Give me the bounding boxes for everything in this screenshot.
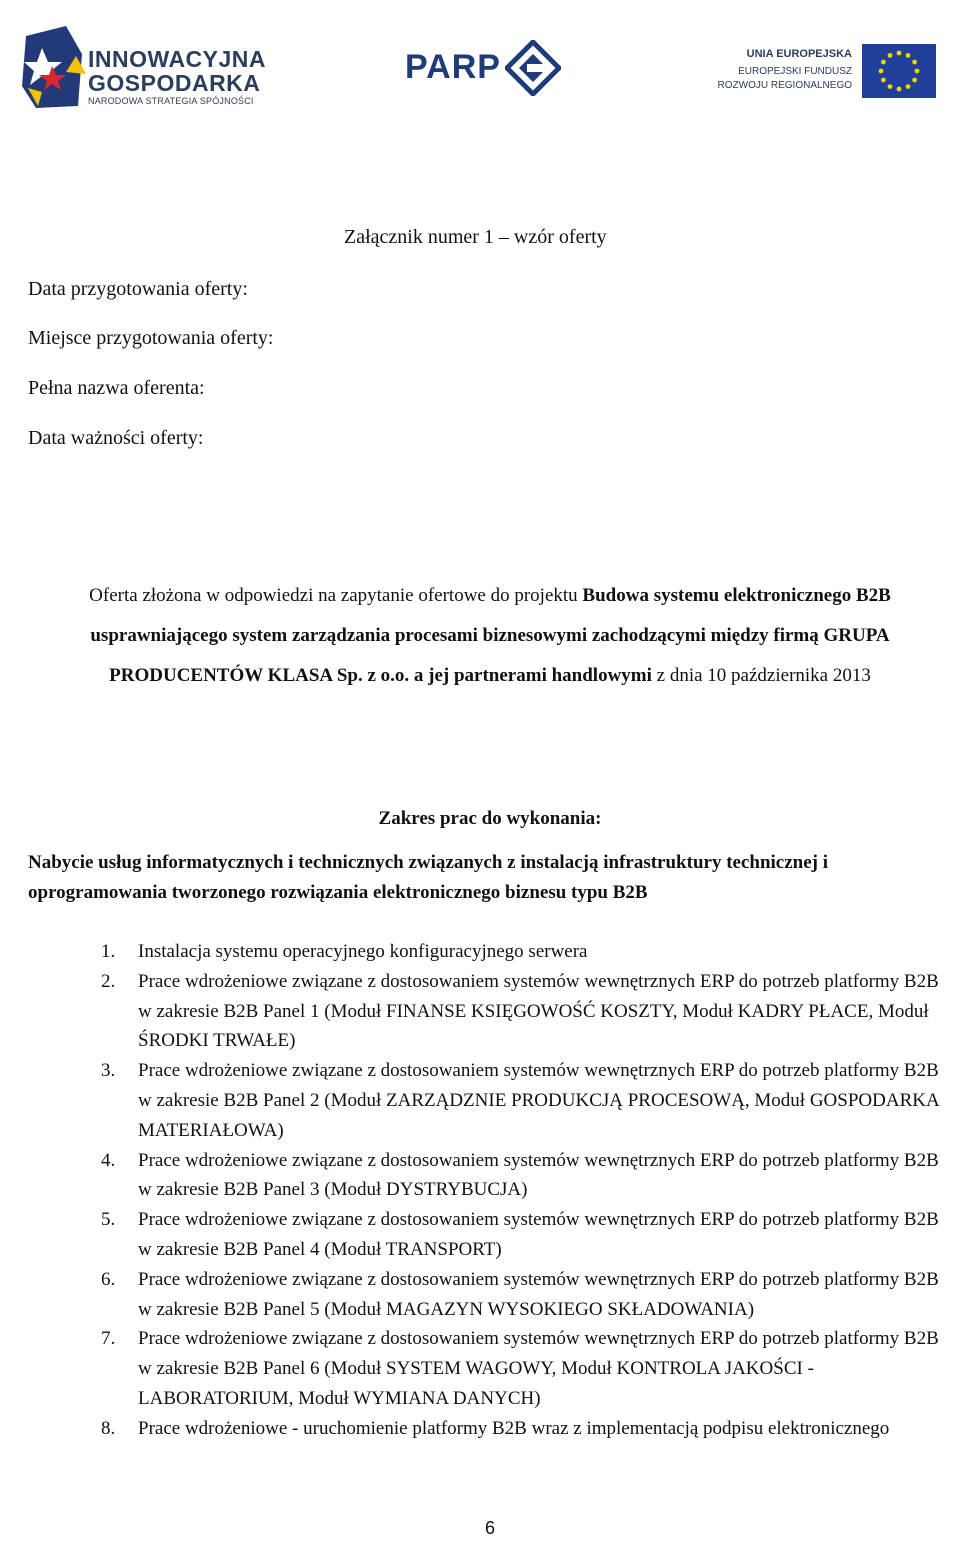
offer-intro-paragraph xyxy=(20,576,960,696)
logo-line-3: NARODOWA STRATEGIA SPÓJNOŚCI xyxy=(88,96,254,106)
eu-flag-icon xyxy=(862,44,936,98)
list-item-number: 2. xyxy=(101,970,116,992)
scope-title: Zakres prac do wykonania: xyxy=(378,808,602,829)
list-item-text: Prace wdrożeniowe związane z dostosowaniem systemów wewnętrznych ERP do potrzeb platformy B2B w zakresie B2B Panel 5 (Moduł MAGAZYN WYSOKIEGO SKŁADOWANIA) xyxy=(138,1268,939,1320)
page-number: 6 xyxy=(484,1518,495,1538)
list-item xyxy=(0,1414,960,1444)
list-item-text: Prace wdrożeniowe związane z dostosowaniem systemów wewnętrznych ERP do potrzeb platformy B2B w zakresie B2B Panel 2 (Moduł ZARZĄDZNIE PRODUKCJĄ PROCESOWĄ, Moduł GOSPODARKA MATERIAŁOWA) xyxy=(138,1060,939,1141)
field-preparation-date: Data przygotowania oferty: xyxy=(28,278,248,300)
list-item xyxy=(0,1056,960,1145)
field-validity-date: Data ważności oferty: xyxy=(28,427,204,449)
intro-text-end: z dnia 10 października 2013 xyxy=(651,665,871,686)
list-item-number: 5. xyxy=(101,1209,116,1231)
list-item xyxy=(0,1205,960,1265)
list-item xyxy=(0,1324,960,1413)
innowacyjna-gospodarka-logo xyxy=(22,26,272,112)
field-bidder-name: Pełna nazwa oferenta: xyxy=(28,377,205,399)
list-item-number: 1. xyxy=(101,941,116,962)
list-item-text: Prace wdrożeniowe związane z dostosowaniem systemów wewnętrznych ERP do potrzeb platformy B2B w zakresie B2B Panel 6 (Moduł SYSTEM WAGOWY, Moduł KONTROLA JAKOŚCI - LABORATORIUM, Moduł WYMIANA DANYCH) xyxy=(138,1328,939,1409)
intro-text-start: Oferta złożona w odpowiedzi na zapytanie ofertowe do projektu xyxy=(89,585,583,606)
parp-logo xyxy=(405,40,565,100)
list-item xyxy=(0,967,960,1056)
list-item-text: Prace wdrożeniowe związane z dostosowaniem systemów wewnętrznych ERP do potrzeb platformy B2B w zakresie B2B Panel 3 (Moduł DYSTRYBUCJA) xyxy=(138,1149,939,1201)
annex-title: Załącznik numer 1 – wzór oferty xyxy=(344,226,607,248)
parp-text: PARP xyxy=(405,48,501,86)
scope-description: Nabycie usług informatycznych i technicznych związanych z instalacją infrastruktury technicznej i oprogramowania tworzonego rozwiązania elektronicznego biznesu typu B2B xyxy=(28,852,829,903)
eu-logo-line-3: ROZWOJU REGIONALNEGO xyxy=(717,80,852,91)
list-item-text: Instalacja systemu operacyjnego konfiguracyjnego serwera xyxy=(138,941,588,962)
eu-logo-line-1: UNIA EUROPEJSKA xyxy=(746,48,852,60)
logo-line-2: GOSPODARKA xyxy=(88,70,261,96)
list-item-text: Prace wdrożeniowe związane z dostosowaniem systemów wewnętrznych ERP do potrzeb platformy B2B w zakresie B2B Panel 4 (Moduł TRANSPORT) xyxy=(138,1209,939,1260)
project-name: Budowa systemu elektronicznego B2B usprawniającego system zarządzania procesami biznesowymi zachodzącymi między firmą GRUPA PRODUCENTÓW KLASA Sp. z o.o. a jej partnerami handlowymi xyxy=(90,585,891,686)
list-item xyxy=(0,1146,960,1206)
list-item-number: 7. xyxy=(101,1328,116,1350)
logo-line-1: INNOWACYJNA xyxy=(88,46,267,72)
field-preparation-place: Miejsce przygotowania oferty: xyxy=(28,327,274,349)
list-item-number: 4. xyxy=(101,1149,116,1171)
header-logos xyxy=(0,0,960,120)
list-item-text: Prace wdrożeniowe - uruchomienie platformy B2B wraz z implementacją podpisu elektronicznego xyxy=(138,1417,890,1439)
list-item-number: 3. xyxy=(101,1060,116,1082)
list-item xyxy=(0,937,960,967)
list-item xyxy=(0,1265,960,1325)
eu-fund-logo xyxy=(714,44,944,100)
task-list xyxy=(0,937,960,1444)
list-item-number: 8. xyxy=(101,1417,116,1439)
list-item-text: Prace wdrożeniowe związane z dostosowaniem systemów wewnętrznych ERP do potrzeb platformy B2B w zakresie B2B Panel 1 (Moduł FINANSE KSIĘGOWOŚĆ KOSZTY, Moduł KADRY PŁACE, Moduł ŚRODKI TRWAŁE) xyxy=(138,970,939,1052)
parp-symbol-icon xyxy=(505,40,561,96)
list-item-number: 6. xyxy=(101,1268,116,1290)
eu-logo-line-2: EUROPEJSKI FUNDUSZ xyxy=(738,66,852,77)
innovation-star-icon xyxy=(22,26,86,108)
